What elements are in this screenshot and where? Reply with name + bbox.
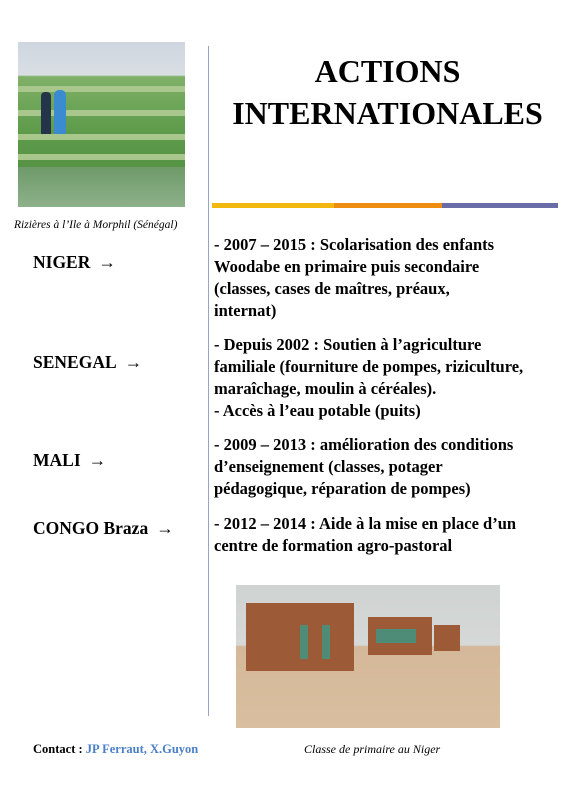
vertical-divider bbox=[208, 46, 209, 716]
description-line: - Accès à l’eau potable (puits) bbox=[214, 401, 421, 420]
description-line: (classes, cases de maîtres, préaux, bbox=[214, 279, 450, 298]
school-classroom-photo bbox=[236, 585, 500, 728]
color-bar-segment-purple bbox=[442, 203, 558, 208]
page-title bbox=[210, 50, 565, 134]
niger-description bbox=[214, 234, 565, 322]
description-line: centre de formation agro-pastoral bbox=[214, 536, 453, 555]
color-bar-segment-yellow bbox=[212, 203, 334, 208]
country-label-mali bbox=[33, 450, 106, 471]
color-bar-segment-orange bbox=[334, 203, 442, 208]
country-label-congo bbox=[33, 518, 174, 539]
description-line: familiale (fourniture de pompes, riziculture, bbox=[214, 357, 524, 376]
description-line: - 2012 – 2014 : Aide à la mise en place d’un bbox=[214, 514, 517, 533]
school-building bbox=[434, 625, 460, 651]
school-photo-caption: Classe de primaire au Niger bbox=[304, 742, 441, 756]
description-line: maraîchage, moulin à céréales). bbox=[214, 379, 437, 398]
title-line-2: INTERNATIONALES bbox=[232, 95, 543, 131]
paddy-dike bbox=[18, 134, 185, 140]
arrow-right-icon: → bbox=[88, 450, 107, 470]
paddy-water bbox=[18, 167, 185, 207]
rice-field-photo bbox=[18, 42, 185, 207]
description-line: - Depuis 2002 : Soutien à l’agriculture bbox=[214, 335, 482, 354]
description-line: internat) bbox=[214, 301, 277, 320]
person-figure bbox=[41, 92, 51, 134]
country-name: MALI bbox=[33, 450, 81, 470]
mali-description bbox=[214, 434, 565, 500]
description-line: pédagogique, réparation de pompes) bbox=[214, 479, 471, 498]
color-bar bbox=[212, 203, 558, 208]
person-figure bbox=[54, 90, 66, 134]
contact-line bbox=[33, 742, 198, 757]
title-line-1: ACTIONS bbox=[314, 53, 461, 89]
school-window bbox=[376, 629, 416, 643]
congo-description bbox=[214, 513, 565, 557]
school-window bbox=[300, 625, 308, 659]
country-name: SENEGAL bbox=[33, 352, 117, 372]
arrow-right-icon: → bbox=[156, 518, 174, 538]
arrow-right-icon: → bbox=[98, 252, 116, 272]
country-name: CONGO Braza bbox=[33, 518, 149, 538]
description-line: d’enseignement (classes, potager bbox=[214, 457, 443, 476]
contact-names: JP Ferraut, X.Guyon bbox=[85, 742, 199, 756]
contact-label: Contact : bbox=[33, 742, 86, 756]
school-window bbox=[322, 625, 330, 659]
description-line: - 2009 – 2013 : amélioration des conditions bbox=[214, 435, 514, 454]
arrow-right-icon: → bbox=[124, 352, 143, 372]
paddy-dike bbox=[18, 86, 185, 92]
rice-photo-caption: Rizières à l’Ile à Morphil (Sénégal) bbox=[14, 219, 178, 231]
description-line: - 2007 – 2015 : Scolarisation des enfants bbox=[214, 235, 495, 254]
country-label-niger bbox=[33, 252, 116, 273]
senegal-description bbox=[214, 334, 565, 422]
description-line: Woodabe en primaire puis secondaire bbox=[214, 257, 480, 276]
country-name: NIGER bbox=[33, 252, 91, 272]
paddy-dike bbox=[18, 154, 185, 160]
country-label-senegal bbox=[33, 352, 142, 373]
